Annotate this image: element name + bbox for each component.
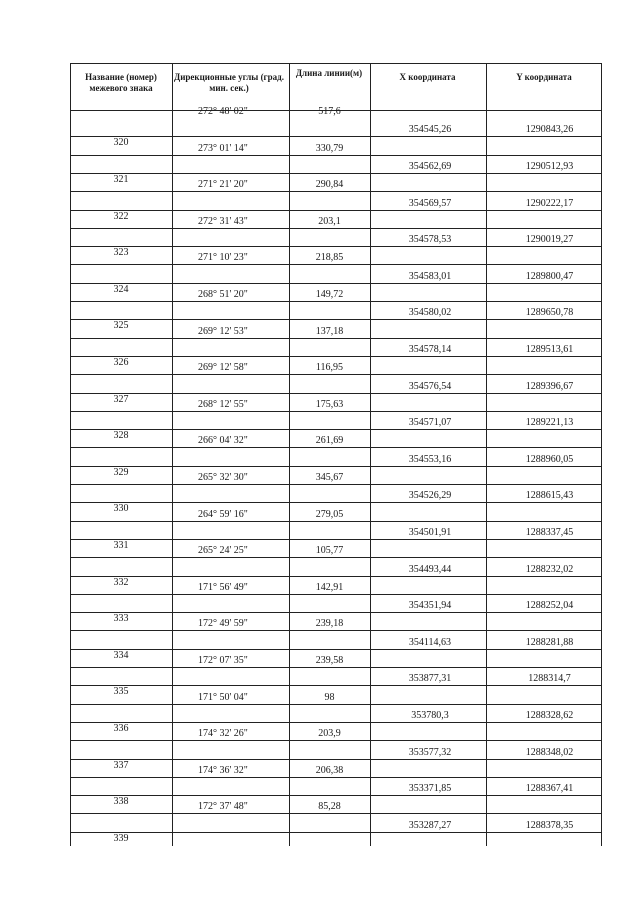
point-y: 1289513,61	[525, 344, 574, 355]
point-name: 324	[113, 284, 129, 295]
table-rule	[70, 740, 602, 741]
point-y: 1290843,26	[525, 124, 574, 135]
point-y: 1288348,02	[525, 747, 574, 758]
table-rule	[70, 63, 602, 64]
point-name: 322	[113, 211, 129, 222]
segment-length: 149,72	[315, 289, 344, 300]
point-name: 320	[113, 137, 129, 148]
table-rule	[70, 557, 602, 558]
table-rule	[70, 667, 602, 668]
point-x: 354571,07	[408, 417, 452, 428]
point-name: 321	[113, 174, 129, 185]
point-name: 325	[113, 320, 129, 331]
point-x: 354545,26	[408, 124, 452, 135]
segment-angle: 172° 07' 35"	[198, 655, 248, 666]
point-y: 1289396,67	[525, 381, 574, 392]
segment-angle: 272° 31' 43"	[198, 216, 248, 227]
point-x: 354493,44	[408, 564, 452, 575]
point-name: 328	[113, 430, 129, 441]
point-y: 1288615,43	[525, 490, 574, 501]
point-y: 1290222,17	[525, 198, 574, 209]
point-name: 327	[113, 394, 129, 405]
segment-length: 218,85	[315, 252, 344, 263]
segment-angle: 174° 36' 32"	[198, 765, 248, 776]
segment-length: 105,77	[315, 545, 344, 556]
point-name: 337	[113, 760, 129, 771]
segment-length: 203,9	[318, 728, 341, 739]
table-rule	[70, 228, 602, 229]
point-x: 354576,54	[408, 381, 452, 392]
point-y: 1288337,45	[525, 527, 574, 538]
segment-angle: 269° 12' 58"	[198, 362, 248, 373]
point-name: 331	[113, 540, 129, 551]
point-y: 1288960,05	[525, 454, 574, 465]
segment-angle: 172° 37' 48"	[198, 801, 248, 812]
point-y: 1289221,13	[525, 417, 574, 428]
segment-angle: 264° 59' 16"	[198, 509, 248, 520]
table-rule	[172, 63, 173, 846]
table-rule	[70, 777, 602, 778]
point-name: 333	[113, 613, 129, 624]
segment-angle: 269° 12' 53"	[198, 326, 248, 337]
point-x: 353877,31	[408, 673, 452, 684]
table-rule	[70, 155, 602, 156]
point-x: 353577,32	[408, 747, 452, 758]
point-x: 354578,14	[408, 344, 452, 355]
point-x: 354553,16	[408, 454, 452, 465]
segment-angle: 172° 49' 59"	[198, 618, 248, 629]
point-y: 1288232,02	[525, 564, 574, 575]
segment-length: 239,18	[315, 618, 344, 629]
segment-angle: 174° 32' 26"	[198, 728, 248, 739]
point-name: 338	[113, 796, 129, 807]
header-angle: Дирекционные углы (град. мин. сек.)	[174, 72, 284, 93]
table-rule	[70, 813, 602, 814]
segment-length: 261,69	[315, 435, 344, 446]
segment-length: 98	[324, 692, 335, 703]
point-name: 339	[113, 833, 129, 844]
segment-angle: 265° 32' 30"	[198, 472, 248, 483]
header-x: X координата	[399, 72, 456, 82]
table-rule	[70, 704, 602, 705]
segment-length: 279,05	[315, 509, 344, 520]
point-name: 335	[113, 686, 129, 697]
point-name: 326	[113, 357, 129, 368]
point-x: 354580,02	[408, 307, 452, 318]
header-length: Длина линии(м)	[295, 68, 363, 78]
point-x: 354583,01	[408, 271, 452, 282]
point-y: 1289650,78	[525, 307, 574, 318]
point-y: 1288378,35	[525, 820, 574, 831]
point-y: 1288367,41	[525, 783, 574, 794]
table-rule	[70, 630, 602, 631]
point-x: 353287,27	[408, 820, 452, 831]
point-name: 336	[113, 723, 129, 734]
segment-angle: 265° 24' 25"	[198, 545, 248, 556]
point-x: 353371,85	[408, 783, 452, 794]
segment-angle: 171° 50' 04"	[198, 692, 248, 703]
segment-angle: 272° 48' 02"	[198, 106, 248, 117]
point-y: 1288314,7	[528, 673, 571, 684]
segment-length: 203,1	[318, 216, 341, 227]
segment-angle: 271° 10' 23"	[198, 252, 248, 263]
point-x: 354526,29	[408, 490, 452, 501]
point-x: 353780,3	[411, 710, 449, 721]
segment-angle: 273° 01' 14"	[198, 143, 248, 154]
segment-length: 175,63	[315, 399, 344, 410]
table-rule	[70, 521, 602, 522]
point-y: 1288281,88	[525, 637, 574, 648]
segment-length: 206,38	[315, 765, 344, 776]
segment-angle: 268° 51' 20"	[198, 289, 248, 300]
table-rule	[70, 447, 602, 448]
segment-length: 290,84	[315, 179, 344, 190]
point-x: 354114,63	[408, 637, 452, 648]
table-rule	[70, 338, 602, 339]
point-x: 354351,94	[408, 600, 452, 611]
table-rule	[70, 484, 602, 485]
segment-length: 116,95	[315, 362, 344, 373]
table-rule	[70, 191, 602, 192]
point-y: 1290512,93	[525, 161, 574, 172]
point-name: 330	[113, 503, 129, 514]
point-name: 329	[113, 467, 129, 478]
point-y: 1290019,27	[525, 234, 574, 245]
point-name: 323	[113, 247, 129, 258]
point-name: 334	[113, 650, 129, 661]
point-x: 354578,53	[408, 234, 452, 245]
table-rule	[70, 301, 602, 302]
table-rule	[70, 594, 602, 595]
segment-angle: 268° 12' 55"	[198, 399, 248, 410]
point-x: 354569,57	[408, 198, 452, 209]
table-rule	[601, 63, 602, 846]
point-y: 1288252,04	[525, 600, 574, 611]
segment-angle: 266° 04' 32"	[198, 435, 248, 446]
segment-length: 239,58	[315, 655, 344, 666]
header-name: Название (номер) межевого знака	[85, 72, 157, 93]
segment-angle: 171° 56' 49"	[198, 582, 248, 593]
table-rule	[70, 374, 602, 375]
point-name: 332	[113, 577, 129, 588]
header-y: Y координата	[516, 72, 572, 82]
table-rule	[486, 63, 487, 846]
segment-length: 137,18	[315, 326, 344, 337]
segment-length: 142,91	[315, 582, 344, 593]
segment-length: 85,28	[318, 801, 341, 812]
point-x: 354501,91	[408, 527, 452, 538]
segment-length: 345,67	[315, 472, 344, 483]
point-y: 1288328,62	[525, 710, 574, 721]
point-y: 1289800,47	[525, 271, 574, 282]
table-rule	[370, 63, 371, 846]
segment-angle: 271° 21' 20"	[198, 179, 248, 190]
point-x: 354562,69	[408, 161, 452, 172]
table-rule	[70, 411, 602, 412]
table-rule	[70, 264, 602, 265]
segment-length: 330,79	[315, 143, 344, 154]
segment-length: 517,6	[318, 106, 341, 117]
